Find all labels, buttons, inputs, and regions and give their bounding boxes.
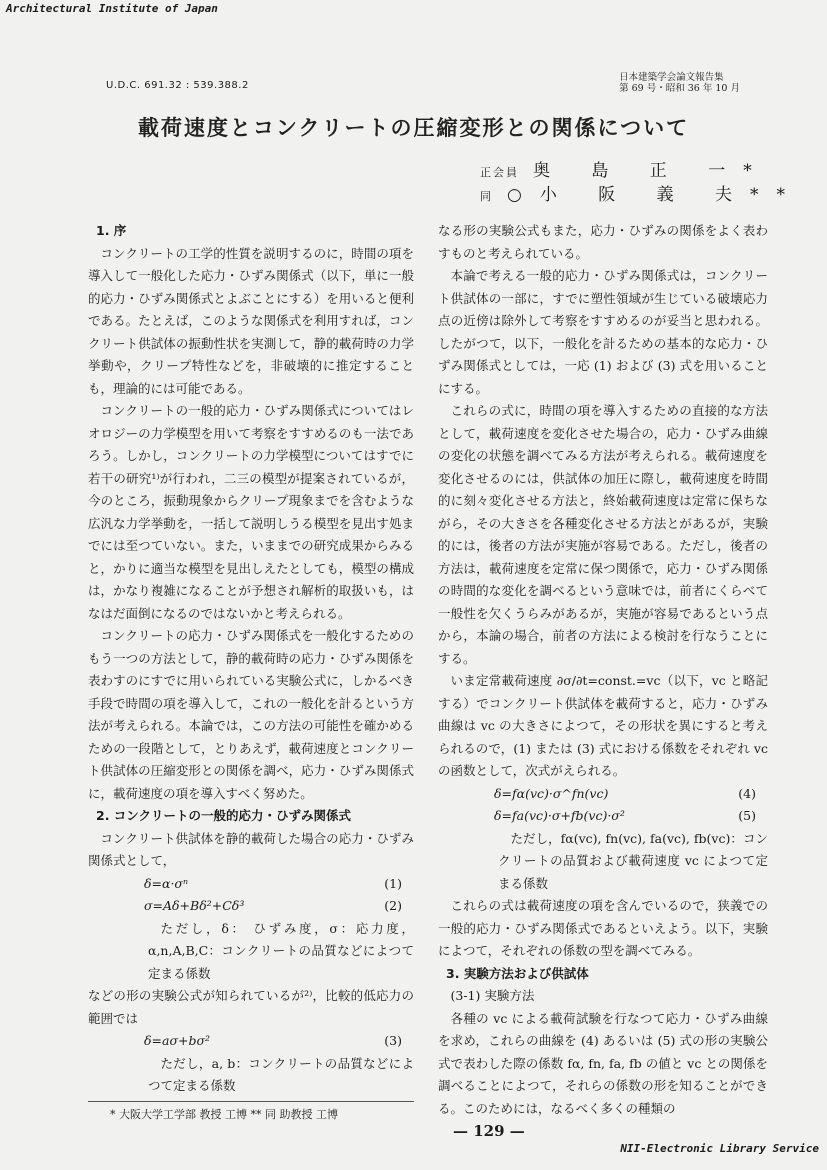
equation-4 xyxy=(438,783,768,806)
paragraph: などの形の実験公式が知られているが²⁾，比較的低応力の範囲では xyxy=(88,988,414,1026)
paragraph: コンクリートの応力・ひずみ関係式を一般化するためのもう一つの方法として，静的載荷時の応力・ひずみ関係を表わすのにすでに用いられている実験公式に，しかるべき手段で時間の項を導入して，これの一般化を計るという方法が考えられる。本論では，この方法の可能性を確かめるための一段階として，とりあえず，載荷速度とコンクリート供試体の圧縮変形との関係を調べ，応力・ひずみ関係式に，載荷速度の項を導入すべく努めた。 xyxy=(88,628,414,801)
author-1 xyxy=(480,156,770,181)
section-3-heading: 3. 実験方法および供試体 xyxy=(446,965,589,981)
definition: ただし，δ： ひずみ度，σ：応力度，α,n,A,B,C：コンクリートの品質などによつて定まる係数 xyxy=(148,920,414,981)
author-name: ○小 阪 義 夫** xyxy=(507,185,804,205)
page-number: — 129 — xyxy=(453,1122,525,1140)
author-role: 正会員 xyxy=(480,166,519,179)
journal-name: 日本建築学会論文報告集 xyxy=(619,72,724,83)
equation-number: (2) xyxy=(384,898,402,913)
equation-formula: δ=aσ+bσ² xyxy=(144,1033,211,1048)
equation-number: (4) xyxy=(738,785,756,801)
paragraph: これらの式は載荷速度の項を含んでいるので，狭義での一般的応力・ひずみ関係式であるといえよう。以下，実験によつて，それぞれの係数の型を調べてみる。 xyxy=(438,898,768,958)
equation-3 xyxy=(88,1030,414,1053)
definition: ただし，fα(vc), fn(vc), fa(vc), fb(vc)：コンクリートの品質および載荷速度 vc によつて定まる係数 xyxy=(498,830,768,891)
equation-formula: δ=fa(vc)·σ+fb(vc)·σ² xyxy=(494,808,625,823)
equation-formula: σ=Aδ+Bδ²+Cδ³ xyxy=(144,898,245,913)
page-header: Architectural Institute of Japan xyxy=(6,2,218,15)
paragraph: いま定常載荷速度 ∂σ/∂t=const.=vc（以下，vc と略記する）でコンクリート供試体を載荷すると，応力・ひずみ曲線は vc の大きさによつて，その形状を異にすると考えられるので，(1) または (3) 式における係数をそれぞれ vc の函数として，次式がえられる。 xyxy=(438,673,768,778)
equation-number: (5) xyxy=(738,808,756,823)
paragraph: コンクリートの一般的応力・ひずみ関係式についてはレオロジーの力学模型を用いて考察をすすめるのも一法であろう。しかし，コンクリートの力学模型についてはすでに若干の研究¹⁾が行われ，二三の模型が提案されているが，今のところ，振動現象からクリープ現象までを含むような広汎な力学挙動を，一括して説明しうる模型を見出す処までには至つていない。また，いままでの研究成果からみると，かりに適当な模型を見出しえたとしても，模型の構成は，かなり複雑になることが予想され解析的取扱いも，はなはだ面倒になるのではないかと考えられる。 xyxy=(88,403,414,621)
author-name: 奥 島 正 一* xyxy=(533,161,770,181)
author-2 xyxy=(480,180,803,205)
equation-number: (3) xyxy=(384,1033,402,1048)
journal-info xyxy=(619,72,740,94)
footnote: * 大阪大学工学部 教授 工博 ** 同 助教授 工博 xyxy=(88,1101,414,1127)
paper-title: 載荷速度とコンクリートの圧縮変形との関係について xyxy=(137,115,690,140)
equation-1 xyxy=(88,873,414,896)
paragraph: 各種の vc による載荷試験を行なつて応力・ひずみ曲線を求め，これらの曲線を (4) あるいは (5) 式の形の実験公式で表わした際の係数 fα, fn, fa, fb の値と vc との関係を調べることによつて，それらの係数の形を知ることができる。このためには，なるべく多くの種類の xyxy=(438,1010,768,1116)
paragraph: なる形の実験公式もまた，応力・ひずみの関係をよく表わすものと考えられている。 xyxy=(438,223,768,261)
paragraph: コンクリート供試体を静的載荷した場合の応力・ひずみ関係式として， xyxy=(88,830,414,868)
definition: ただし，a, b：コンクリートの品質などによつて定まる係数 xyxy=(148,1055,414,1093)
equation-formula: δ=α·σⁿ xyxy=(144,875,189,891)
author-role: 同 xyxy=(480,190,493,203)
equation-number: (1) xyxy=(384,875,402,891)
right-column xyxy=(438,220,768,1143)
equation-formula: δ=fα(vc)·σ^fn(vc) xyxy=(494,785,609,801)
equation-5 xyxy=(438,805,768,828)
section-1-heading: 1. 序 xyxy=(96,223,127,238)
page-footer: NII-Electronic Library Service xyxy=(620,1142,819,1155)
paragraph: 本論で考える一般的応力・ひずみ関係式は，コンクリート供試体の一部に，すでに塑性領域が生じている破壊応力点の近傍は除外して考察をすすめるのが妥当と思われる。したがつて，以下，一般化を計るための基本的な応力・ひずみ関係式としては，一応 (1) および (3) 式を用いることにする。 xyxy=(438,268,768,396)
section-2-heading: 2. コンクリートの一般的応力・ひずみ関係式 xyxy=(96,808,352,823)
paragraph: コンクリートの工学的性質を説明するのに，時間の項を導入して一般化した応力・ひずみ関係式（以下，単に一般的応力・ひずみ関係式とよぶことにする）を用いると便利である。たとえば，このような関係式を利用すれば，コンクリート供試体の振動性状を実測して，静的載荷時の力学挙動や，クリープ特性などを，非破壊的に推定することも，理論的には可能である。 xyxy=(88,245,414,396)
subsection-heading: (3-1) 実験方法 xyxy=(450,988,535,1003)
journal-issue: 第 69 号・昭和 36 年 10 月 xyxy=(619,83,740,94)
paragraph: これらの式に，時間の項を導入するための直接的な方法として，載荷速度を変化させた場合の，応力・ひずみ曲線の変化の状態を調べてみる方法が考えられる。載荷速度を変化させるのには，供試体の加圧に際し，載荷速度を時間的に刻々変化させる方法と，終始載荷速度は定常に保ちながら，その大きさを各種変化させる方法とがあるが，実験的には，後者の方法が実施が容易である。ただし，後者の方法は，載荷速度を定常に保つ関係で，応力・ひずみ関係の時間的な変化を調べるという意味では，前者にくらべて一般性を欠くうらみがあるが，実施が容易であるという点から，本論の場合，前者の方法による検討を行なうことにする。 xyxy=(438,403,768,666)
udc-code: U.D.C. 691.32 : 539.388.2 xyxy=(106,80,249,91)
left-column xyxy=(88,220,414,1126)
equation-2 xyxy=(88,895,414,918)
